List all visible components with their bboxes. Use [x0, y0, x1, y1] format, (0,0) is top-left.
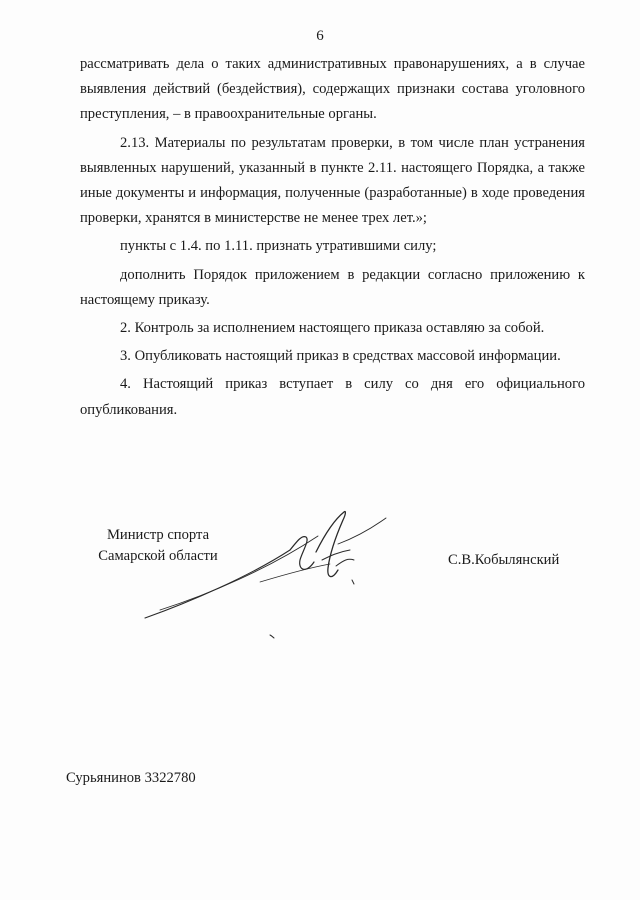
paragraph-invalidate-points: пункты с 1.4. по 1.11. признать утратившими силу; — [120, 238, 437, 255]
executor-contact: Сурьянинов 3322780 — [66, 770, 196, 786]
signer-title — [78, 525, 238, 567]
signer-title-line2: Самарской области — [98, 548, 218, 564]
document-body — [80, 52, 585, 423]
signer-name: С.В.Кобылянский — [448, 552, 560, 568]
paragraph-continuation: рассматривать дела о таких административных правонарушениях, а в случае выявления действий (бездействия), содержащих признаки состава уголовного преступления, – в правоохранительные органы. — [80, 56, 585, 123]
paragraph-publish: 3. Опубликовать настоящий приказ в средствах массовой информации. — [120, 348, 561, 365]
signer-title-line1: Министр спорта — [106, 527, 210, 543]
paragraph-control: 2. Контроль за исполнением настоящего приказа оставляю за собой. — [120, 320, 545, 337]
handwritten-signature — [140, 490, 410, 650]
page-number: 6 — [316, 28, 324, 44]
paragraph-effective: 4. Настоящий приказ вступает в силу со дня его официального опубликования. — [80, 376, 585, 418]
paragraph-add-appendix: дополнить Порядок приложением в редакции согласно приложению к настоящему приказу. — [80, 266, 585, 308]
paragraph-2-13: 2.13. Материалы по результатам проверки, в том числе план устранения выявленных нарушений, указанный в пункте 2.11. настоящего Порядка, а также иные документы и информация, полученные (разработанные) в ходе проведения проверки, хранятся в министерстве не менее трех лет.»; — [80, 134, 585, 227]
